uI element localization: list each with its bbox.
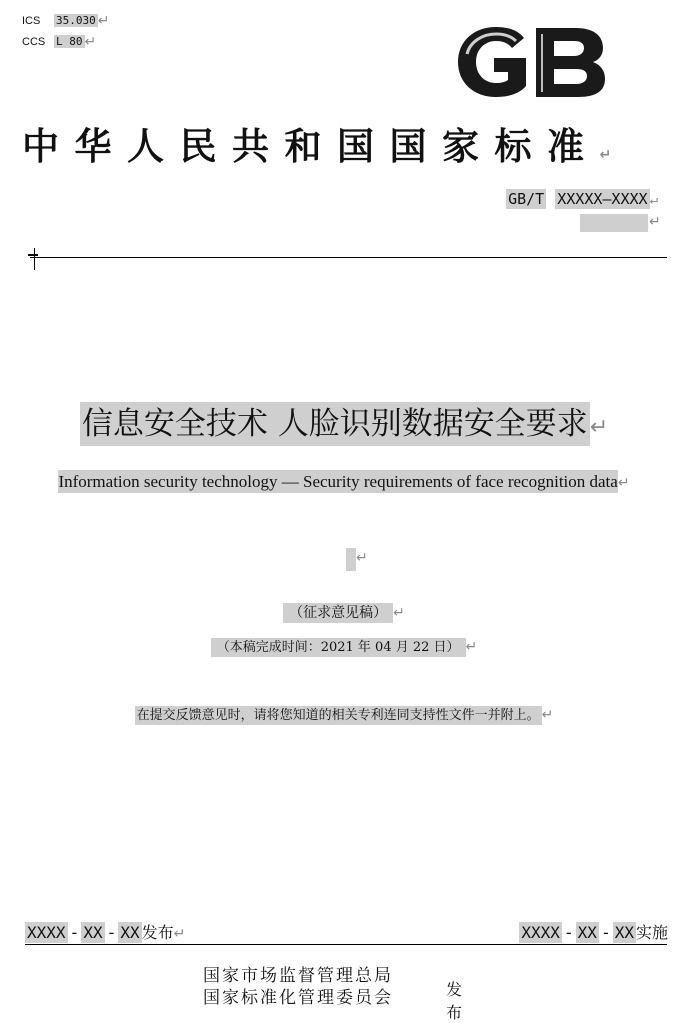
standard-title (22, 124, 662, 170)
draft-label-text[interactable]: （征求意见稿） (283, 603, 393, 623)
issuer-names (203, 965, 393, 1009)
impl-year[interactable]: XXXX (521, 923, 560, 942)
text-cursor (34, 248, 35, 270)
issue-month[interactable]: XX (83, 923, 103, 942)
title-en-text[interactable]: Information security technology — Security requirements of face recognition data (58, 472, 618, 491)
document-title-en (0, 472, 688, 492)
issuer-2: 国家标准化管理委员会 (203, 988, 393, 1008)
paragraph-mark: ↵ (173, 926, 186, 942)
paragraph-mark: ↵ (589, 415, 609, 440)
standard-number (506, 190, 658, 208)
paragraph-mark: ↵ (649, 214, 661, 230)
footer-rule (25, 944, 667, 945)
implementation-date: XXXX - XX - XX 实施 (521, 923, 668, 942)
ics-row (22, 12, 109, 29)
ccs-row (22, 33, 96, 50)
draft-label (0, 602, 688, 622)
impl-month[interactable]: XX (577, 923, 597, 942)
paragraph-mark: ↵ (465, 639, 478, 655)
replacement-number-field[interactable] (580, 214, 648, 232)
patent-note (0, 704, 688, 723)
patent-note-text[interactable]: 在提交反馈意见时，请将您知道的相关专利连同支持性文件一并附上。 (136, 708, 540, 723)
issue-date: XXXX - XX - XX 发布↵ (27, 923, 186, 942)
standard-code[interactable]: XXXXX—XXXX (557, 190, 648, 208)
ccs-value[interactable]: L 80 (56, 35, 83, 48)
issue-year[interactable]: XXXX (27, 923, 66, 942)
ccs-label: CCS (22, 35, 46, 48)
paragraph-mark: ↵ (649, 192, 658, 208)
paragraph-mark: ↵ (617, 475, 630, 491)
title-cn-text[interactable]: 信息安全技术 人脸识别数据安全要求 (80, 402, 590, 446)
header-rule (30, 257, 667, 258)
paragraph-mark: ↵ (393, 605, 405, 621)
paragraph-mark: ↵ (356, 550, 368, 566)
impl-day[interactable]: XX (614, 923, 634, 942)
issue-suffix: 发布 (141, 923, 174, 942)
draft-date-text[interactable]: （本稿完成时间：2021 年 04 月 22 日） (211, 638, 466, 657)
text-cursor-bar (28, 254, 38, 256)
standard-title-text: 中华人民共和国国家标准 (22, 125, 600, 168)
ics-value[interactable]: 35.030 (56, 14, 96, 27)
paragraph-mark: ↵ (599, 147, 627, 163)
ics-label: ICS (22, 14, 41, 27)
standard-prefix[interactable]: GB/T (508, 190, 545, 208)
gb-logo (454, 24, 608, 100)
empty-paragraph[interactable] (346, 548, 356, 571)
document-title-cn (0, 398, 688, 443)
issuer-block (203, 965, 493, 1022)
draft-date (0, 636, 688, 655)
impl-suffix: 实施 (635, 923, 668, 942)
issuer-1: 国家市场监督管理总局 (203, 966, 393, 986)
paragraph-mark: ↵ (84, 33, 97, 49)
paragraph-mark: ↵ (541, 707, 554, 723)
issue-day[interactable]: XX (120, 923, 140, 942)
paragraph-mark: ↵ (97, 12, 110, 28)
issuer-action: 发布 (446, 980, 471, 1022)
